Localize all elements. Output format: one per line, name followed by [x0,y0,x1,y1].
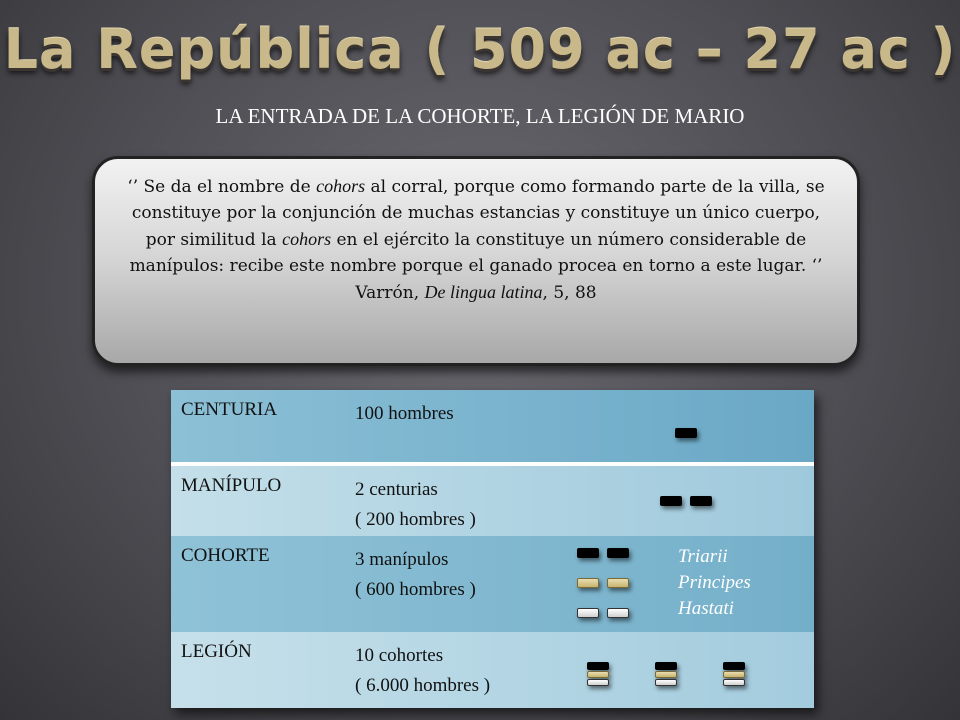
table-row-cohorte [171,536,814,632]
unit-description: 2 centurias ( 200 hombres ) [355,479,476,530]
triarii-block-icon [607,548,629,558]
century-block-icon [660,496,682,506]
line-hastati: Hastati [678,598,734,619]
triarii-block-icon [577,548,599,558]
unit-name: LEGIÓN [181,641,252,662]
slide-subtitle: LA ENTRADA DE LA COHORTE, LA LEGIÓN DE MARIO [215,104,745,128]
quote-work: De lingua latina [424,282,543,302]
quote-author: Varrón, [355,283,420,303]
principes-block-icon [607,578,629,588]
legion-structure-table [171,390,814,708]
unit-name: MANÍPULO [181,475,282,496]
quote-text-part1: Se da el nombre de [143,177,311,197]
hastati-block-icon [577,608,599,618]
principes-block-icon [577,578,599,588]
quote-reference: , 5, 88 [542,283,597,303]
century-block-icon [690,496,712,506]
quote-term-cohors-1: cohors [316,176,366,196]
quote-close-mark: ‘’ [811,256,823,276]
quote-term-cohors-2: cohors [282,229,332,249]
hastati-block-icon [607,608,629,618]
quote-text-part2: al corral, porque como formando parte de la villa, se constituye por la conjunción de muchas estancias y constituye un único cuerpo, por similitud la [131,177,825,250]
unit-name: COHORTE [181,545,270,566]
slide-title: La República ( 509 ac – 27 ac ) [3,18,957,81]
unit-description: 10 cohortes ( 6.000 hombres ) [355,645,491,696]
unit-name: CENTURIA [181,399,278,420]
quote-box [92,156,860,366]
line-principes: Principes [678,572,751,593]
table-row-centuria [171,390,814,466]
quote-text-part3: en el ejército la constituye un número considerable de manípulos: recibe este nombre porque el ganado procea en torno a este lugar. [129,230,807,276]
unit-description: 100 hombres [355,403,454,424]
table-row-manipulo [171,466,814,536]
battle-lines-legend [678,544,751,622]
century-block-icon [675,428,697,438]
quote-open-mark: ‘’ [127,177,139,197]
unit-description: 3 manípulos ( 600 hombres ) [355,549,476,600]
line-triarii: Triarii [678,546,728,567]
table-row-legion [171,632,814,708]
